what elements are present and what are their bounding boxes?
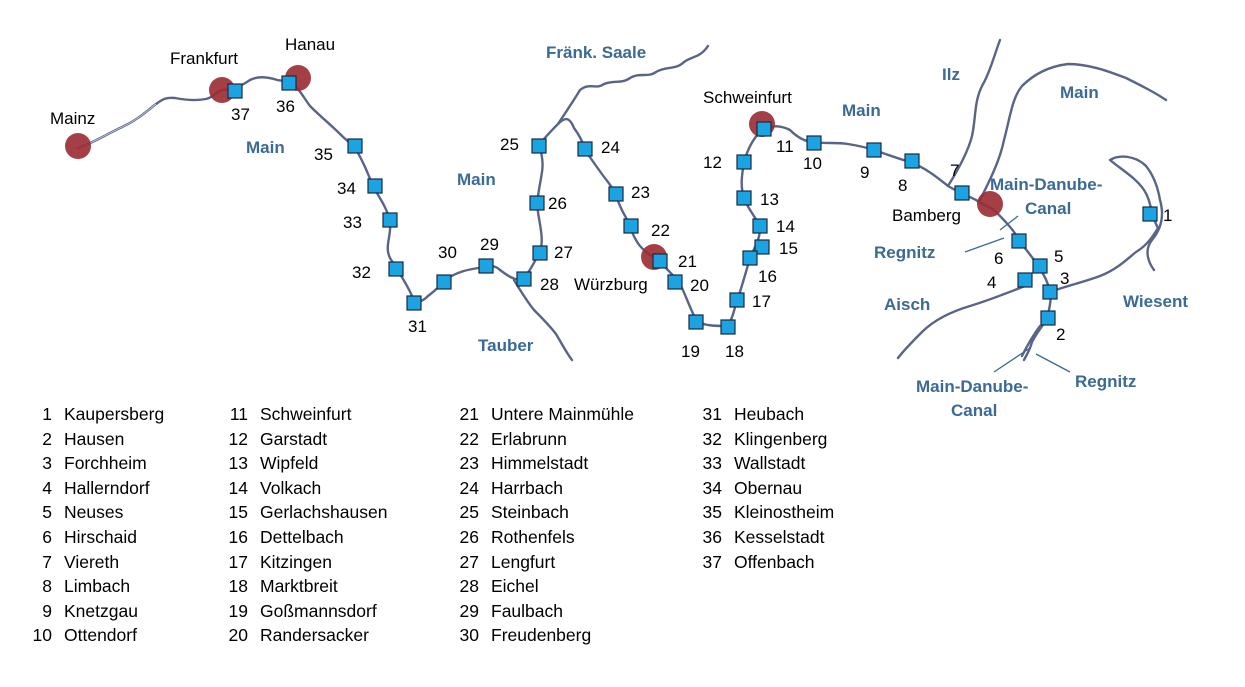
lock-number-6: 6	[994, 249, 1004, 268]
legend-item-number: 7	[42, 551, 52, 572]
lock-number-13: 13	[760, 190, 779, 209]
legend-item	[700, 402, 834, 427]
lock-number-2: 2	[1056, 325, 1066, 344]
legend-item	[28, 599, 164, 624]
legend-item-number: 25	[459, 502, 479, 523]
legend-item	[28, 623, 164, 648]
legend-item-number: 34	[702, 477, 722, 498]
legend-item-name: Hallerndorf	[64, 477, 150, 498]
legend-item-number: 21	[459, 404, 479, 424]
lock-number-10: 10	[803, 154, 822, 173]
legend-item-number: 12	[228, 428, 248, 449]
legend-item-name: Wipfeld	[260, 453, 319, 474]
river-label-fraenk-saale: Fränk. Saale	[546, 43, 647, 62]
legend-item	[700, 476, 834, 501]
lock-number-5: 5	[1054, 247, 1064, 266]
lock-marker-17	[730, 293, 744, 307]
legend-item	[700, 500, 834, 525]
legend-item-number: 19	[228, 600, 248, 621]
legend-item-number: 29	[459, 600, 479, 621]
legend-column-2	[228, 402, 387, 648]
lock-marker-26	[530, 196, 544, 210]
leader-regnitz-lower	[1036, 354, 1070, 372]
river-label-canal-lower-1: Main-Danube-	[916, 377, 1029, 396]
legend-item-name: Kesselstadt	[734, 526, 825, 547]
legend-column-3	[455, 402, 634, 648]
legend-item	[228, 574, 387, 599]
legend-item-name: Harrbach	[491, 477, 563, 498]
legend-item-name: Hirschaid	[64, 526, 137, 547]
lock-marker-5	[1033, 259, 1047, 273]
legend-item	[228, 550, 387, 575]
lock-number-16: 16	[758, 267, 777, 286]
lock-number-4: 4	[987, 273, 997, 292]
lock-marker-4	[1018, 273, 1032, 287]
lock-number-31: 31	[408, 317, 427, 336]
legend-item-number: 24	[459, 477, 479, 498]
legend-item-name: Lengfurt	[491, 551, 556, 572]
legend-item-name: Dettelbach	[260, 526, 344, 547]
legend-item	[228, 623, 387, 648]
legend-item-number: 3	[42, 453, 52, 474]
lock-number-26: 26	[548, 194, 567, 213]
lock-number-24: 24	[601, 138, 620, 157]
legend-item	[28, 500, 164, 525]
legend-item-name: Himmelstadt	[491, 453, 589, 474]
lock-marker-21	[653, 254, 667, 268]
legend-column-1	[28, 402, 164, 648]
legend-item-number: 37	[702, 551, 722, 572]
lock-marker-20	[668, 275, 682, 289]
legend-item-number: 30	[459, 625, 479, 646]
lock-marker-29	[479, 259, 493, 273]
legend-item-number: 11	[229, 404, 248, 424]
legend-item-number: 36	[702, 526, 722, 547]
lock-number-32: 32	[352, 263, 371, 282]
legend-item	[28, 451, 164, 476]
legend-item-number: 17	[228, 551, 248, 572]
legend-item-name: Freudenberg	[491, 625, 592, 646]
lock-marker-27	[533, 246, 547, 260]
lock-marker-11	[757, 122, 771, 136]
city-label-schweinfurt: Schweinfurt	[703, 88, 792, 107]
lock-marker-22	[624, 219, 638, 233]
legend-item	[700, 550, 834, 575]
legend-item	[28, 574, 164, 599]
legend-item-name: Limbach	[64, 576, 131, 597]
lock-number-30: 30	[438, 243, 457, 262]
legend-item-name: Garstadt	[260, 428, 328, 449]
legend-item	[700, 451, 834, 476]
legend-item-number: 28	[459, 576, 479, 597]
legend-item-number: 9	[42, 600, 52, 621]
legend-item-number: 16	[228, 526, 248, 547]
river-label-main-mid: Main	[457, 170, 496, 189]
legend-item-name: Kleinostheim	[734, 502, 835, 523]
lock-number-34: 34	[337, 179, 356, 198]
legend-item	[28, 476, 164, 501]
lock-marker-35	[348, 139, 362, 153]
river-label-canal-upper-2: Canal	[1025, 199, 1072, 218]
legend-column-4	[700, 402, 834, 574]
legend-item-number: 33	[702, 453, 722, 474]
lock-number-9: 9	[860, 163, 870, 182]
legend-item-number: 2	[42, 428, 52, 449]
legend-item-name: Heubach	[734, 404, 805, 424]
legend-item-number: 15	[228, 502, 248, 523]
legend-item	[455, 550, 634, 575]
legend-item-name: Obernau	[734, 477, 803, 498]
legend-item-name: Volkach	[260, 477, 322, 498]
legend-item-name: Schweinfurt	[260, 404, 352, 424]
city-dot-bamberg	[977, 191, 1003, 217]
legend-item	[455, 623, 634, 648]
lock-number-7: 7	[950, 161, 960, 180]
legend-item-name: Untere Mainmühle	[491, 404, 634, 424]
lock-markers	[228, 76, 1157, 334]
legend-item-name: Offenbach	[734, 551, 815, 572]
lock-number-27: 27	[554, 243, 573, 262]
legend-item	[455, 574, 634, 599]
lock-number-17: 17	[752, 292, 771, 311]
legend-item-number: 13	[228, 453, 248, 474]
lock-number-20: 20	[690, 276, 709, 295]
legend-item-name: Kaupersberg	[64, 404, 165, 424]
legend-item	[700, 427, 834, 452]
river-label-wiesent: Wiesent	[1123, 292, 1189, 311]
lock-marker-8	[905, 154, 919, 168]
lock-marker-25	[532, 139, 546, 153]
lock-number-8: 8	[898, 176, 908, 195]
legend-item-name: Neuses	[64, 502, 124, 523]
lock-marker-34	[368, 179, 382, 193]
city-label-wuerzburg: Würzburg	[574, 275, 648, 294]
legend-item-name: Rothenfels	[491, 526, 575, 547]
lock-number-25: 25	[500, 135, 519, 154]
legend-item-name: Randersacker	[260, 625, 369, 646]
city-label-bamberg: Bamberg	[892, 206, 961, 225]
river-label-ilz: Ilz	[942, 65, 960, 84]
legend-item-number: 10	[32, 625, 52, 646]
lock-number-33: 33	[343, 213, 362, 232]
lock-marker-14	[753, 219, 767, 233]
legend-item	[228, 451, 387, 476]
lock-number-1: 1	[1163, 206, 1173, 225]
legend-item	[455, 525, 634, 550]
lock-number-22: 22	[651, 221, 670, 240]
city-label-hanau: Hanau	[285, 35, 336, 54]
legend-item-name: Gerlachshausen	[260, 502, 388, 523]
legend-item	[228, 402, 387, 427]
lock-number-14: 14	[776, 217, 795, 236]
legend-item	[455, 451, 634, 476]
lock-number-11: 11	[776, 137, 794, 156]
lock-marker-23	[609, 187, 623, 201]
legend-item	[455, 476, 634, 501]
lock-marker-32	[389, 262, 403, 276]
legend-item-number: 20	[228, 625, 248, 646]
lock-number-37: 37	[231, 105, 250, 124]
lock-marker-3	[1043, 285, 1057, 299]
river-label-main-top: Main	[1060, 83, 1099, 102]
river-label-main-east: Main	[842, 101, 881, 120]
legend-item	[455, 427, 634, 452]
legend-item-number: 22	[459, 428, 479, 449]
city-dot-mainz	[65, 133, 91, 159]
legend-item-number: 35	[702, 502, 722, 523]
lock-number-21: 21	[678, 252, 697, 271]
river-label-aisch: Aisch	[884, 295, 931, 314]
lock-number-15: 15	[779, 239, 798, 258]
legend-item-number: 6	[42, 526, 52, 547]
lock-marker-24	[578, 142, 592, 156]
lock-marker-19	[689, 315, 703, 329]
legend-item-name: Kitzingen	[260, 551, 332, 572]
legend-item-name: Eichel	[491, 576, 539, 597]
legend-item-number: 31	[702, 404, 722, 424]
lock-number-3: 3	[1060, 269, 1070, 288]
lock-marker-2	[1041, 311, 1055, 325]
legend-item	[455, 500, 634, 525]
lock-marker-6	[1012, 234, 1026, 248]
lock-marker-28	[517, 272, 531, 286]
legend-item-name: Goßmannsdorf	[260, 600, 377, 621]
lock-marker-9	[867, 143, 881, 157]
legend-item-number: 18	[228, 576, 248, 597]
lock-marker-13	[737, 191, 751, 205]
lock-marker-12	[737, 155, 751, 169]
legend-item-number: 1	[42, 404, 52, 424]
lock-number-29: 29	[480, 235, 499, 254]
legend-item	[28, 550, 164, 575]
legend-item	[228, 427, 387, 452]
legend-item	[28, 402, 164, 427]
legend-item	[228, 525, 387, 550]
lock-number-36: 36	[276, 97, 295, 116]
legend-item-name: Faulbach	[491, 600, 563, 621]
lock-marker-1	[1143, 207, 1157, 221]
lock-marker-37	[228, 84, 242, 98]
legend-item	[455, 402, 634, 427]
lock-marker-30	[437, 275, 451, 289]
legend-item-number: 5	[42, 502, 52, 523]
legend-item-number: 27	[459, 551, 479, 572]
river-label-canal-lower-2: Canal	[951, 401, 998, 420]
legend-item-name: Hausen	[64, 428, 125, 449]
legend-item-name: Steinbach	[491, 502, 569, 523]
city-label-mainz: Mainz	[50, 109, 96, 128]
lock-number-28: 28	[540, 275, 559, 294]
legend-item-name: Knetzgau	[64, 600, 138, 621]
river-label-regnitz-lower: Regnitz	[1075, 372, 1137, 391]
legend-item-number: 32	[702, 428, 722, 449]
legend-item	[28, 525, 164, 550]
legend-item	[28, 427, 164, 452]
legend-item-name: Ottendorf	[64, 625, 137, 646]
legend-item-name: Viereth	[64, 551, 120, 572]
city-label-frankfurt: Frankfurt	[170, 49, 239, 68]
lock-marker-36	[282, 76, 296, 90]
river-label-regnitz-upper: Regnitz	[874, 243, 936, 262]
legend-item	[700, 525, 834, 550]
lock-marker-31	[407, 296, 421, 310]
legend-item	[455, 599, 634, 624]
legend-item-number: 14	[228, 477, 248, 498]
legend-item-name: Klingenberg	[734, 428, 828, 449]
legend-item-name: Marktbreit	[260, 576, 338, 597]
lock-number-18: 18	[725, 342, 744, 361]
legend-item	[228, 599, 387, 624]
lock-number-23: 23	[631, 183, 650, 202]
river-label-main-west: Main	[246, 138, 285, 157]
legend-item	[228, 500, 387, 525]
legend-item-number: 26	[459, 526, 479, 547]
lock-number-12: 12	[703, 153, 722, 172]
lock-number-35: 35	[314, 145, 333, 164]
legend-item-name: Wallstadt	[734, 453, 806, 474]
city-labels	[50, 35, 961, 294]
legend-item-number: 23	[459, 453, 479, 474]
lock-marker-7	[955, 186, 969, 200]
legend-item-name: Erlabrunn	[491, 428, 567, 449]
legend-item-name: Forchheim	[64, 453, 147, 474]
legend-item-number: 4	[42, 477, 52, 498]
lock-marker-10	[807, 136, 821, 150]
river-label-tauber: Tauber	[478, 336, 534, 355]
lock-number-19: 19	[681, 342, 700, 361]
lock-marker-16	[743, 251, 757, 265]
lock-marker-33	[383, 213, 397, 227]
legend-item-number: 8	[42, 576, 52, 597]
lock-marker-18	[721, 320, 735, 334]
river-label-canal-upper-1: Main-Danube-	[990, 175, 1103, 194]
legend-item	[228, 476, 387, 501]
